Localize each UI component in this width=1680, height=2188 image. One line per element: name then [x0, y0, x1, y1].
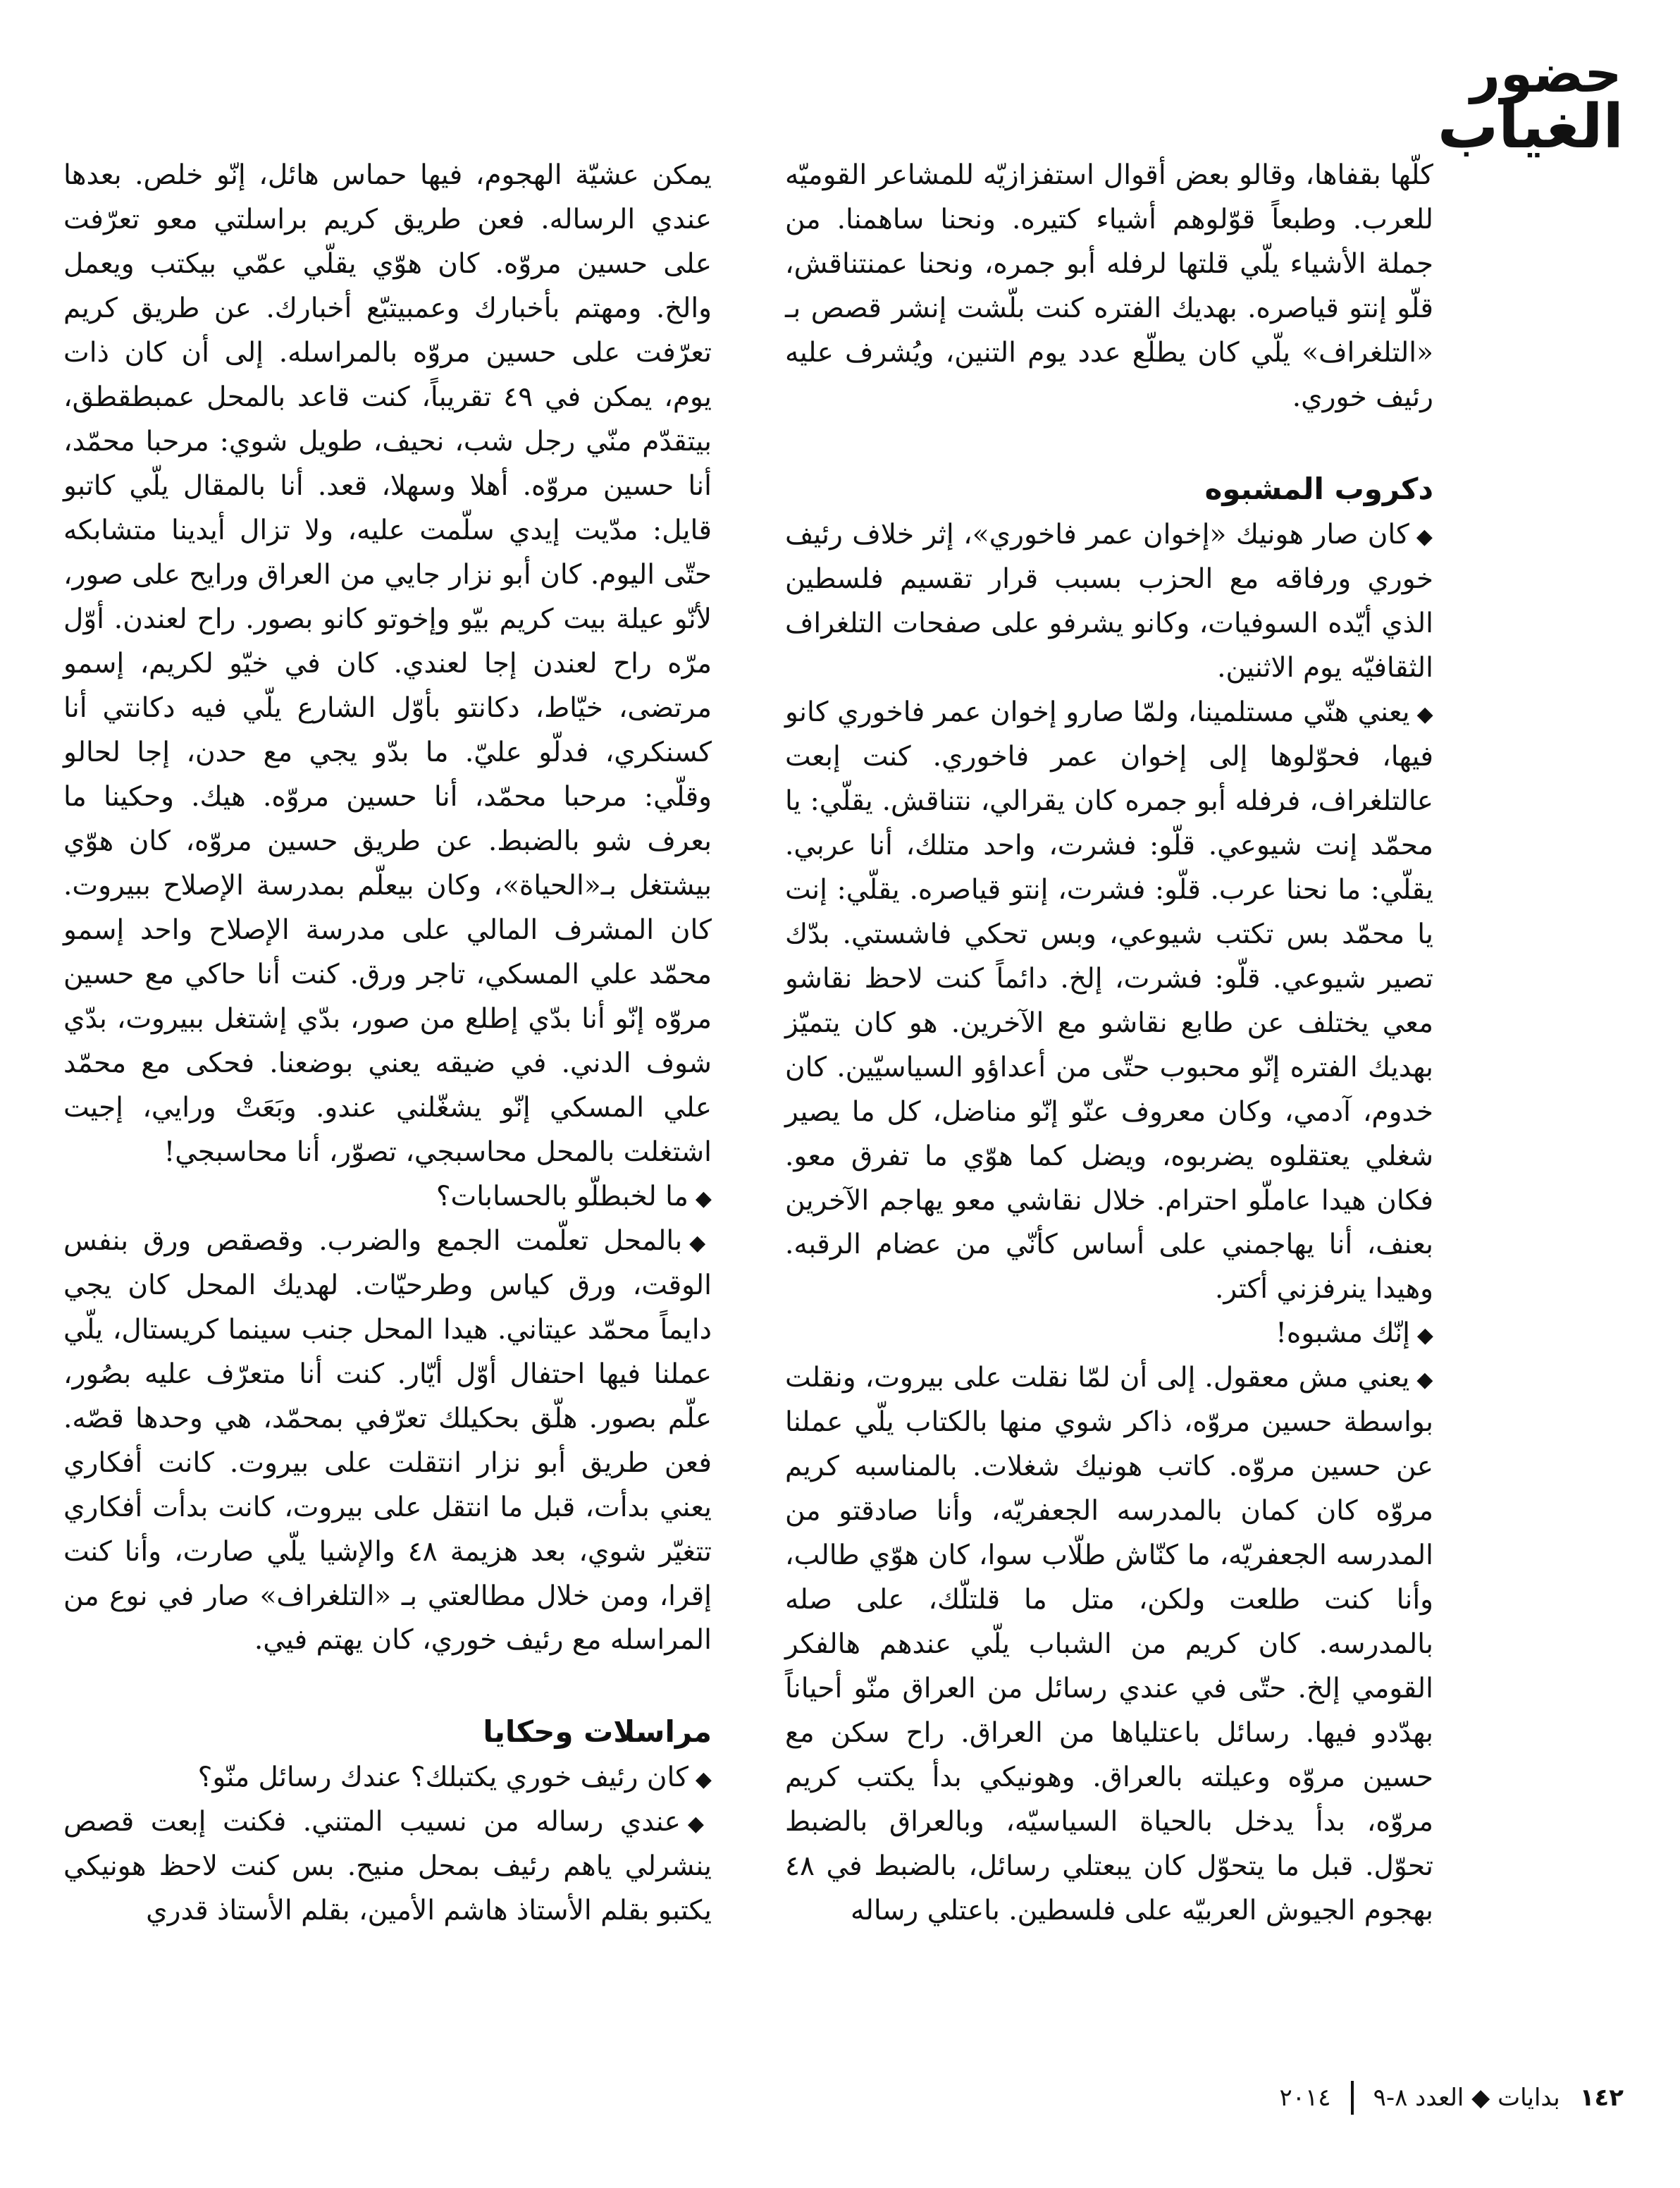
issue-year: ٢٠١٤	[1279, 2084, 1331, 2112]
section-heading-dakroub: دكروب المشبوه	[1204, 471, 1433, 506]
logo-line-1: حضور	[1470, 44, 1622, 104]
answer-paragraph	[785, 1356, 1433, 1934]
diamond-bullet-icon: ◆	[689, 1230, 712, 1255]
diamond-bullet-icon: ◆	[1416, 1368, 1433, 1393]
page-footer	[848, 2081, 1624, 2115]
answer-paragraph	[785, 691, 1433, 1313]
issue-label: بدايات ◆ العدد ٨-٩	[1373, 2084, 1560, 2112]
page-number: ١٤٢	[1579, 2084, 1624, 2112]
diamond-bullet-icon: ◆	[687, 1812, 712, 1837]
diamond-bullet-icon: ◆	[695, 1767, 712, 1793]
question-paragraph	[63, 1175, 712, 1219]
question-paragraph	[785, 1312, 1433, 1356]
section-heading-correspondence: مراسلات وحكايا	[483, 1714, 712, 1750]
paragraph-text: عندي رساله من نسيب المتني. فكنت إبعت قصص ينشرلي ياهم رئيف بمحل منيح. بس كنت لاحظ هونيكي يكتبو بقلم الأستاذ هاشم الأمين، بقلم الأستاذ قدري	[63, 1806, 712, 1927]
paragraph-text: كان صار هونيك «إخوان عمر فاخوري»، إثر خلاف رئيف خوري ورفاقه مع الحزب بسبب قرار تقسيم فلسطين الذي أيّده السوفيات، وكانو يشرفو على صفحات التلغراف الثقافيّه يوم الاثنين.	[785, 518, 1433, 684]
diamond-bullet-icon: ◆	[1416, 701, 1434, 727]
answer-paragraph	[63, 1800, 712, 1934]
answer-paragraph	[785, 513, 1433, 691]
question-text: ما لخبطلّو بالحسابات؟	[436, 1180, 688, 1212]
intro-paragraph: كلّها بقفاها، وقالو بعض أقوال استفزازيّه للمشاعر القوميّه للعرب. وطبعاً قوّلوهم أشياء كتيره. ونحنا ساهمنا. من جملة الأشياء يلّي قلتها لرفله أبو جمره، ونحنا عمنتناقش، قلّو إنتو قياصره. بهديك الفتره كنت بلّشت إنشر قصص بـ «التلغراف» يلّي كان يطلّع عدد يوم التنين، ويُشرف عليه رئيف خوري.	[785, 159, 1433, 413]
left-text-column	[63, 154, 712, 1934]
footer-separator	[1351, 2081, 1354, 2115]
question-paragraph	[63, 1756, 712, 1800]
diamond-bullet-icon: ◆	[1416, 524, 1433, 549]
question-text: إنّك مشبوه!	[1276, 1317, 1410, 1350]
answer-paragraph	[63, 1219, 712, 1664]
diamond-bullet-icon: ◆	[695, 1186, 712, 1211]
diamond-bullet-icon: ◆	[1416, 1323, 1433, 1348]
paragraph-text: يعني مش معقول. إلى أن لمّا نقلت على بيروت، ونقلت بواسطة حسين مروّه، ذاكر شوي منها بالكتاب يلّي عملنا عن حسين مروّه. كاتب هونيك شغلات. بالمناسبه كريم مروّه كان كمان بالمدرسه الجعفريّه، وأنا صادقتو من المدرسه الجعفريّه، ما كنّاش طلّاب سوا، كان هوّي طالب، وأنا كنت طلعت ولكن، متل ما قلتلّك، على صله بالمدرسه. كان كريم من الشباب يلّي عندهم هالفكر القومي إلخ. حتّى في عندي رسائل من العراق منّو أحياناً بهدّدو فيها. رسائل باعتلياها من العراق. راح سكن مع حسين مروّه وعيلته بالعراق. وهونيكي بدأ يكتب كريم مروّه، بدأ يدخل بالحياة السياسيّه، وبالعراق بالضبط تحوّل. قبل ما يتحوّل كان يبعتلي رسائل، بالضبط في ٤٨ بهجوم الجيوش العربيّه على فلسطين. باعتلي رساله	[785, 1362, 1433, 1927]
magazine-section-logo	[1437, 44, 1624, 163]
right-text-column	[785, 154, 1433, 1934]
paragraph-text: يعني هنّي مستلمينا، ولمّا صارو إخوان عمر فاخوري كانو فيها، فحوّلوها إلى إخوان عمر فاخوري. كنت إبعت عالتلغراف، فرفله أبو جمره كان يقرالي، نتناقش. يقلّي: يا محمّد إنت شيوعي. قلّو: فشرت، واحد متلك، أنا عربي. يقلّي: ما نحنا عرب. قلّو: فشرت، إنتو قياصره. يقلّي: إنت يا محمّد بس تكتب شيوعي، وبس تحكي فاشستي. بدّك تصير شيوعي. قلّو: فشرت، إلخ. دائماً كنت لاحظ نقاشو معي يختلف عن طابع نقاشو مع الآخرين. هو كان يتميّز بهديك الفتره إنّو محبوب حتّى من أعداؤو السياسيّين. كان خدوم، آدمي، وكان معروف عنّو إنّو مناضل، كل ما يصير شغلي يعتقلوه يضربوه، ويضل كما هوّي ما تفرق معو. فكان هيدا عاملّو احترام. خلال نقاشي معو يهاجم الآخرين بعنف، أنا يهاجمني على أساس كأنّي من عضام الرقبه. وهيدا ينرفزني أكتر.	[785, 696, 1433, 1305]
continued-paragraph: يمكن عشيّة الهجوم، فيها حماس هائل، إنّو خلص. بعدها عندي الرساله. فعن طريق كريم براسلتي معو تعرّفت على حسين مروّه. كان هوّي يقلّي عمّي بيكتب ويعمل والخ. ومهتم بأخبارك وعمبيتبّع أخبارك. عن طريق كريم تعرّفت على حسين مروّه بالمراسله. إلى أن كان ذات يوم، يمكن في ٤٩ تقريباً، كنت قاعد بالمحل عمبطقطق، بيتقدّم منّي رجل شب، نحيف، طويل شوي: مرحبا محمّد، أنا حسين مروّه. أهلا وسهلا، قعد. أنا بالمقال يلّي كاتبو قايل: مدّيت إيدي سلّمت عليه، ولا تزال أيدينا متشابكه حتّى اليوم. كان أبو نزار جايي من العراق ورايح على صور، لأنّو عيلة بيت كريم بيّو وإخوتو كانو بصور. راح لعندن. أوّل مرّه راح لعندن إجا لعندي. كان في خيّو لكريم، إسمو مرتضى، خيّاط، دكانتو بأوّل الشارع يلّي فيه دكانتي أنا كسنكري، فدلّو عليّ. ما بدّو يجي مع حدن، إجا لحالو وقلّي: مرحبا محمّد، أنا حسين مروّه. هيك. وحكينا ما بعرف شو بالضبط. عن طريق حسين مروّه، كان هوّي بيشتغل بـ«الحياة»، وكان بيعلّم بمدرسة الإصلاح ببيروت. كان المشرف المالي على مدرسة الإصلاح واحد إسمو محمّد علي المسكي، تاجر ورق. كنت أنا حاكي مع حسين مروّه إنّو أنا بدّي إطلع من صور، بدّي إشتغل ببيروت، بدّي شوف الدني. في ضيقه يعني بوضعنا. فحكى مع محمّد علي المسكي إنّو يشغّلني عندو. وبَعَتْ ورايي، إجيت اشتغلت بالمحل محاسبجي، تصوّر، أنا محاسبجي!	[63, 159, 712, 1168]
logo-line-2: الغياب	[1437, 92, 1624, 163]
paragraph-text: بالمحل تعلّمت الجمع والضرب. وقصقص ورق بنفس الوقت، ورق كياس وطرحيّات. لهديك المحل كان يجي دايماً محمّد عيتاني. هيدا المحل جنب سينما كريستال، يلّي عملنا فيها احتفال أوّل أيّار. كنت أنا متعرّف عليه بصُور، علّم بصور. هلّق بحكيلك تعرّفي بمحمّد، هي وحدها قصّه. فعن طريق أبو نزار انتقلت على بيروت. كانت أفكاري يعني بدأت، قبل ما انتقل على بيروت، كانت بدأت أفكاري تتغيّر شوي، بعد هزيمة ٤٨ والإشيا يلّي صارت، وأنا كنت إقرا، ومن خلال مطالعتي بـ «التلغراف» صار في نوع من المراسله مع رئيف خوري، كان يهتم فيي.	[63, 1224, 712, 1657]
question-text: كان رئيف خوري يكتبلك؟ عندك رسائل منّو؟	[197, 1762, 688, 1794]
